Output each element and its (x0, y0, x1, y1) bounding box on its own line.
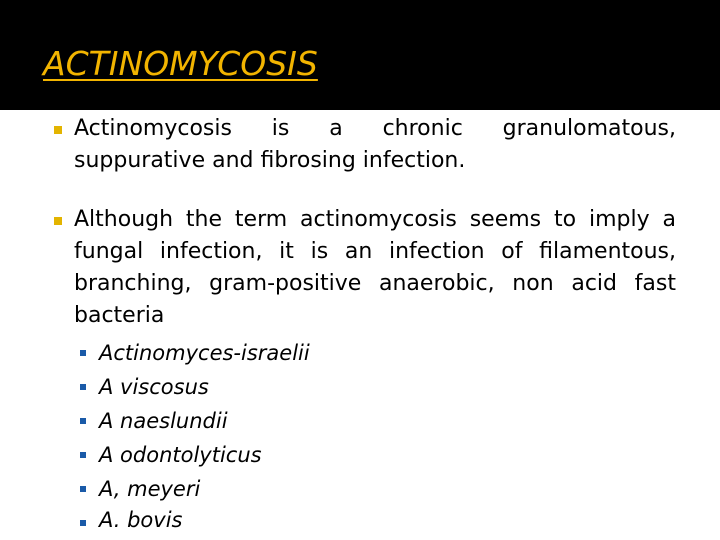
sub-bullet-item: Actinomyces-israelii (99, 341, 310, 365)
sub-bullet-item: A naeslundii (99, 409, 228, 433)
sub-bullet-item: A, meyeri (99, 477, 201, 501)
slide-title: ACTINOMYCOSIS (43, 44, 318, 83)
sub-bullet-item: A viscosus (99, 375, 209, 399)
title-bar (0, 0, 720, 110)
sub-bullet-square-icon (80, 520, 86, 526)
sub-bullet-item: A. bovis (99, 508, 183, 532)
sub-bullet-square-icon (80, 486, 86, 492)
bullet-square-icon (54, 126, 62, 134)
sub-bullet-square-icon (80, 452, 86, 458)
sub-bullet-item: A odontolyticus (99, 443, 262, 467)
bullet-item: Although the term actinomycosis seems to imply a fungal infection, it is an infection of filamentous, branching, gram-positive anaerobic, non acid fast bacteria (74, 207, 676, 328)
sub-bullet-square-icon (80, 350, 86, 356)
sub-bullet-square-icon (80, 418, 86, 424)
sub-bullet-square-icon (80, 384, 86, 390)
bullet-item: Actinomycosis is a chronic granulomatous, suppurative and fibrosing infection. (74, 116, 676, 173)
bullet-square-icon (54, 217, 62, 225)
